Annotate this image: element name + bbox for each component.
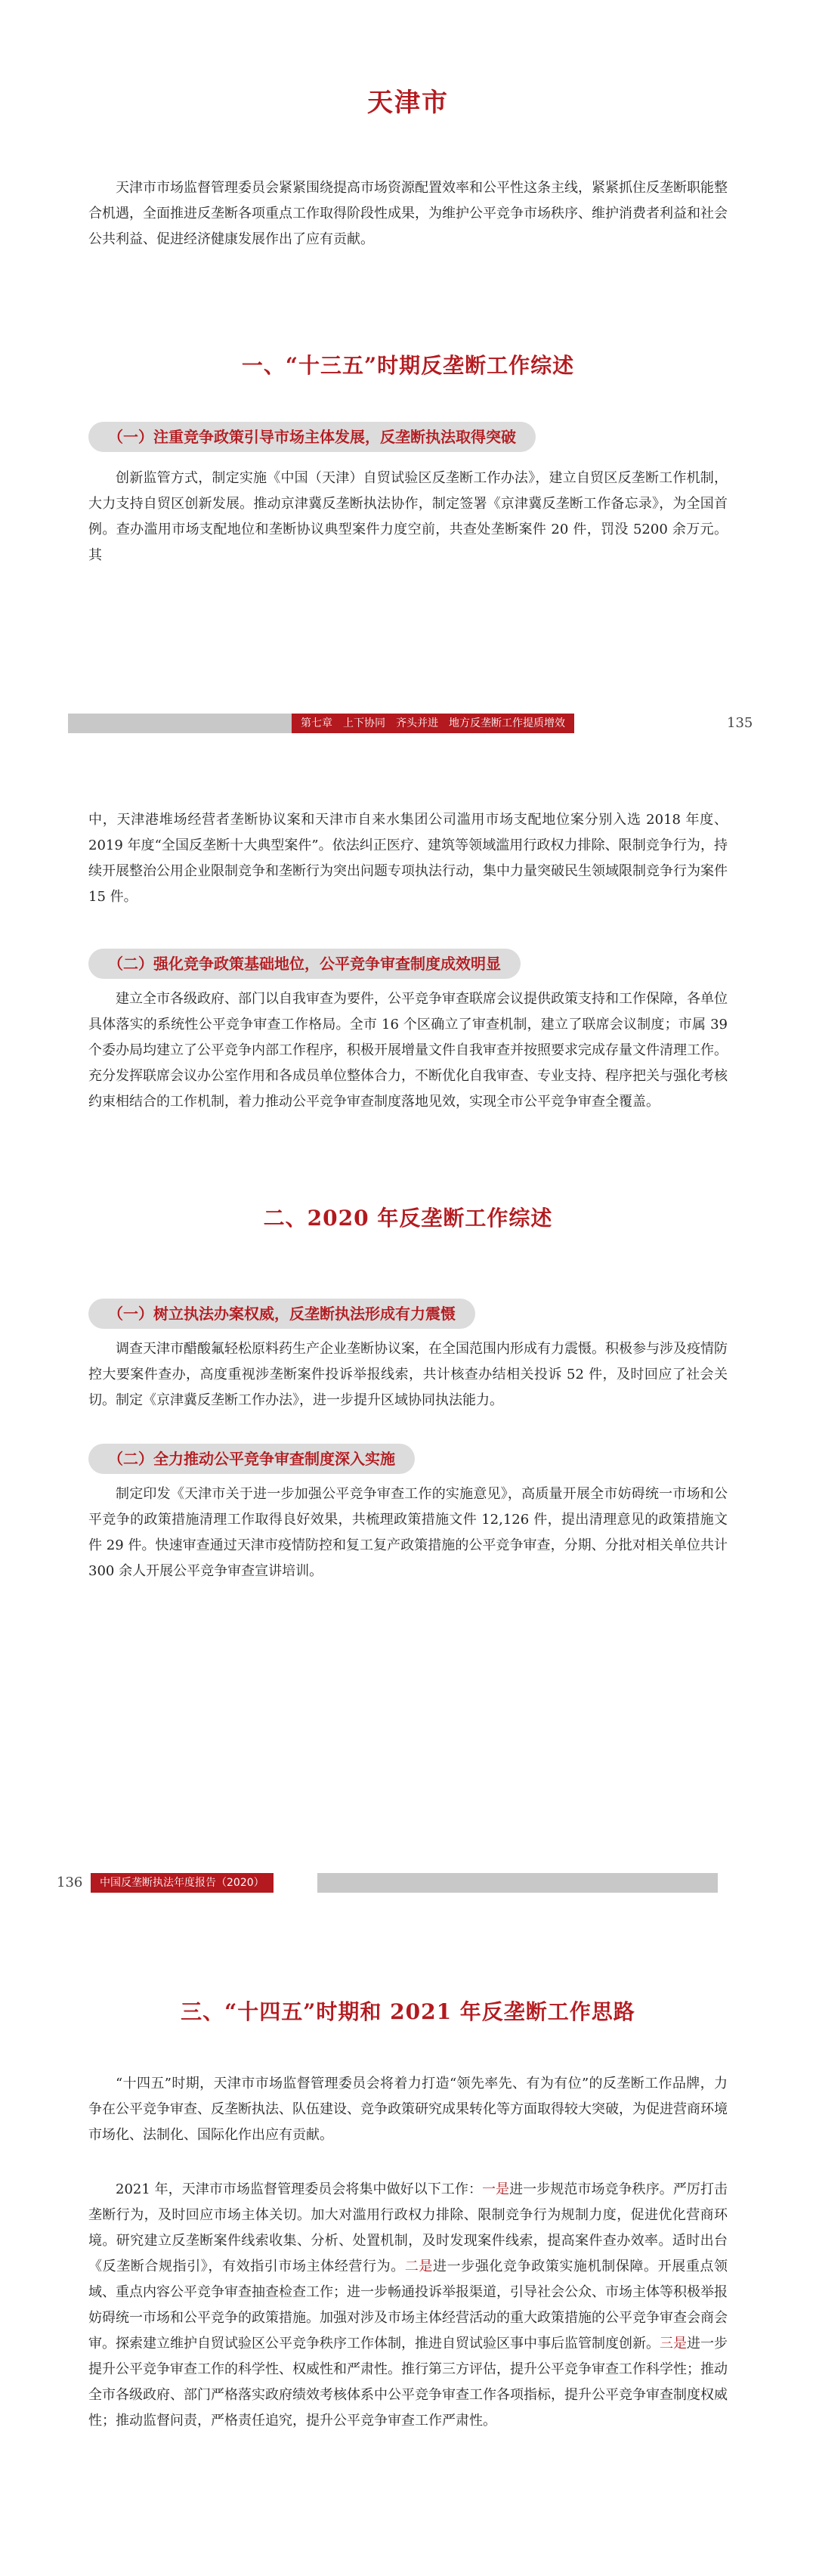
section3-paragraph2 bbox=[88, 2177, 728, 2434]
section1-heading: 一、“十三五”时期反垄断工作综述 bbox=[241, 353, 575, 378]
section2-sub1-heading: （一）树立执法办案权威，反垄断执法形成有力震慑 bbox=[88, 1299, 475, 1329]
footer-grey-bar bbox=[317, 1873, 718, 1893]
page-number-135: 135 bbox=[727, 715, 753, 731]
footer-chapter-label: 第七章 上下协同 齐头并进 地方反垄断工作提质增效 bbox=[292, 714, 574, 733]
point-three-marker: 三是 bbox=[660, 2336, 687, 2352]
point-one-marker: 一是 bbox=[482, 2181, 510, 2197]
section2-sub1-paragraph: 调查天津市醋酸氟轻松原料药生产企业垄断协议案，在全国范围内形成有力震慑。积极参与涉及疫情防控大要案件查办，高度重视涉垄断案件投诉举报线索，共计核查办结相关投诉 52 件，及时回应了社会关切。制定《京津冀反垄断工作办法》，进一步提升区域协同执法能力。 bbox=[88, 1341, 728, 1408]
section2-heading: 二、2020 年反垄断工作综述 bbox=[263, 1206, 553, 1231]
section1-sub2-heading: （二）强化竞争政策基础地位，公平竞争审查制度成效明显 bbox=[88, 949, 521, 979]
footer-grey-bar bbox=[68, 714, 292, 733]
section1-sub1-paragraph-part1: 创新监管方式，制定实施《中国（天津）自贸试验区反垄断工作办法》，建立自贸区反垄断工作机制，大力支持自贸区创新发展。推动京津冀反垄断执法协作，制定签署《京津冀反垄断工作备忘录》，为全国首例。查办滥用市场支配地位和垄断协议典型案件力度空前，共查处垄断案件 20 件，罚没 5200 余万元。其 bbox=[88, 470, 728, 563]
section3-paragraph1: “十四五”时期，天津市市场监督管理委员会将着力打造“领先率先、有为有位”的反垄断工作品牌，力争在公平竞争审查、反垄断执法、队伍建设、竞争政策研究成果转化等方面取得较大突破，为促进营商环境市场化、法制化、国际化作出应有贡献。 bbox=[88, 2076, 728, 2143]
footer-report-label: 中国反垄断执法年度报告（2020） bbox=[91, 1873, 274, 1893]
section2-sub2-heading: （二）全力推动公平竞争审查制度深入实施 bbox=[88, 1444, 415, 1474]
point-two-text: 进一步强化竞争政策实施机制保障。开展重点领域、重点内容公平竞争审查抽查检查工作；进一步畅通投诉举报渠道，引导社会公众、市场主体等积极举报妨碍统一市场和公平竞争的政策措施。加强对涉及市场主体经营活动的重大政策措施的公平竞争审查会商会审。探索建立维护自贸试验区公平竞争秩序工作体制，推进自贸试验区事中事后监管制度创新。 bbox=[88, 2259, 728, 2352]
section1-sub2-paragraph: 建立全市各级政府、部门以自我审查为要件，公平竞争审查联席会议提供政策支持和工作保障，各单位具体落实的系统性公平竞争审查工作格局。全市 16 个区确立了审查机制，建立了联席会议制度；市属 39 个委办局均建立了公平竞争内部工作程序，积极开展增量文件自我审查并按照要求完成存量文件清理工作。充分发挥联席会议办公室作用和各成员单位整体合力，不断优化自我审查、专业支持、程序把关与强化考核约束相结合的工作机制，着力推动公平竞争审查制度落地见效，实现全市公平竞争审查全覆盖。 bbox=[88, 991, 728, 1110]
para2-lead: 2021 年，天津市市场监督管理委员会将集中做好以下工作： bbox=[116, 2181, 482, 2197]
page-title: 天津市 bbox=[367, 88, 449, 118]
point-three-text: 进一步提升公平竞争审查工作的科学性、权威性和严肃性。推行第三方评估，提升公平竞争审查工作科学性；推动全市各级政府、部门严格落实政府绩效考核体系中公平竞争审查工作各项指标，提升公平竞争审查制度权威性；推动监督问责，严格责任追究，提升公平竞争审查工作严肃性。 bbox=[88, 2336, 728, 2429]
point-one-text: 进一步规范市场竞争秩序。严厉打击垄断行为，及时回应市场主体关切。加大对滥用行政权力排除、限制竞争行为规制力度，促进优化营商环境。研究建立反垄断案件线索收集、分析、处置机制，及时发现案件线索，提高案件查办效率。适时出台《反垄断合规指引》，有效指引市场主体经营行为。 bbox=[88, 2181, 728, 2274]
page-number-136: 136 bbox=[57, 1875, 83, 1890]
point-two-marker: 二是 bbox=[404, 2259, 434, 2274]
section1-sub1-paragraph-part2: 中，天津港堆场经营者垄断协议案和天津市自来水集团公司滥用市场支配地位案分别入选 2018 年度、2019 年度“全国反垄断十大典型案件”。依法纠正医疗、建筑等领域滥用行政权力排除、限制竞争行为，持续开展整治公用企业限制竞争和垄断行为突出问题专项执法行动，集中力量突破民生领域限制竞争行为案件 15 件。 bbox=[88, 812, 728, 905]
section2-sub2-paragraph: 制定印发《天津市关于进一步加强公平竞争审查工作的实施意见》，高质量开展全市妨碍统一市场和公平竞争的政策措施清理工作取得良好效果，共梳理政策措施文件 12,126 件，提出清理意见的政策措施文件 29 件。快速审查通过天津市疫情防控和复工复产政策措施的公平竞争审查，分期、分批对相关单位共计 300 余人开展公平竞争审查宣讲培训。 bbox=[88, 1486, 728, 1579]
section1-sub1-heading: （一）注重竞争政策引导市场主体发展，反垄断执法取得突破 bbox=[88, 422, 536, 452]
intro-paragraph: 天津市市场监督管理委员会紧紧围绕提高市场资源配置效率和公平性这条主线，紧紧抓住反垄断职能整合机遇，全面推进反垄断各项重点工作取得阶段性成果，为维护公平竞争市场秩序、维护消费者利益和社会公共利益、促进经济健康发展作出了应有贡献。 bbox=[88, 180, 728, 247]
section3-heading: 三、“十四五”时期和 2021 年反垄断工作思路 bbox=[181, 1999, 635, 2024]
